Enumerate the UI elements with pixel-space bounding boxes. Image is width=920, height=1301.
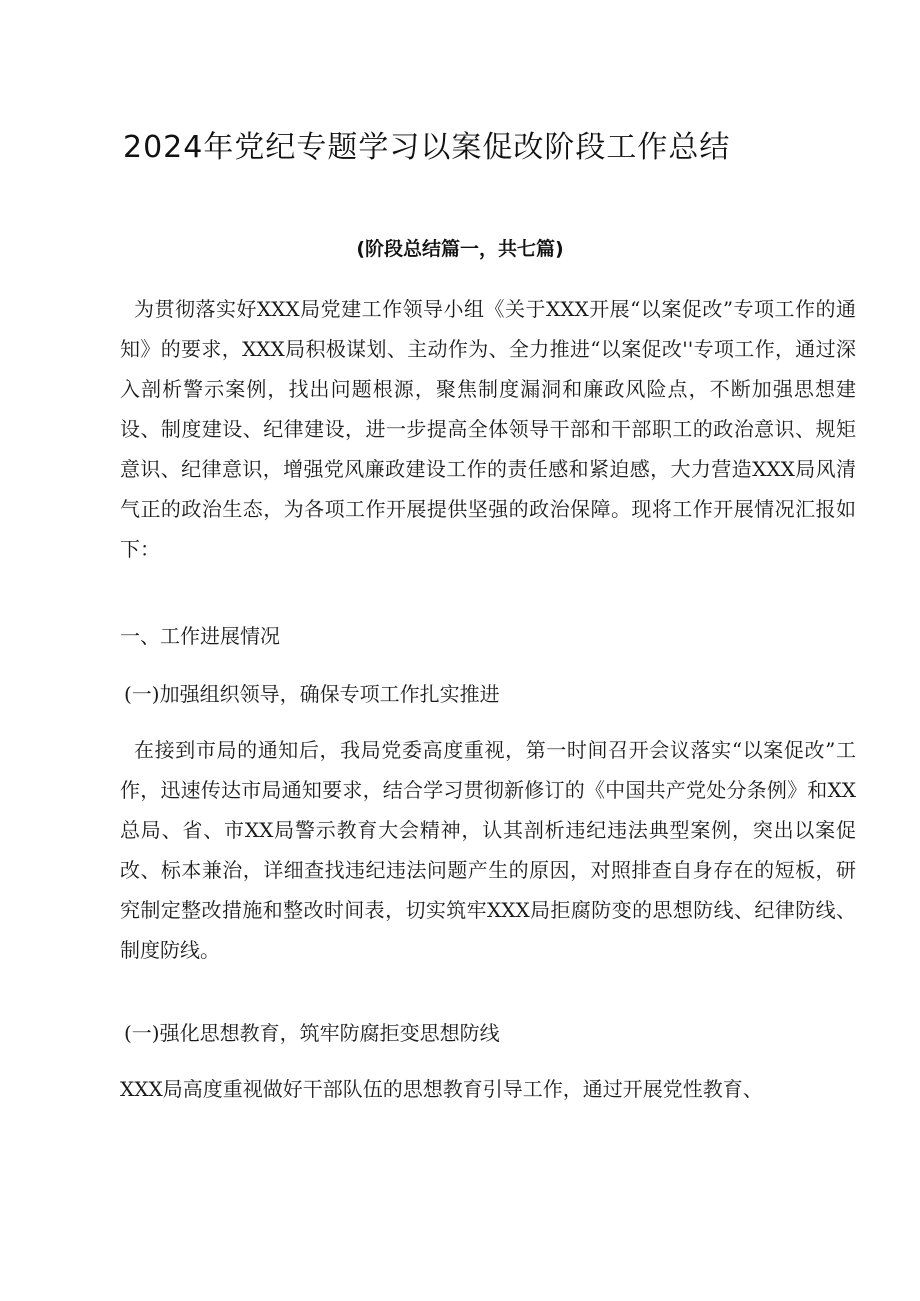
section-heading-1: 一、工作进展情况 [120, 624, 280, 648]
document-subtitle: (阶段总结篇一，共七篇) [356, 238, 564, 260]
intro-paragraph: 为贯彻落实好XXX局党建工作领导小组《关于XXX开展“以案促改”专项工作的通知》的要求，XXX局积极谋划、主动作为、全力推进“以案促改''专项工作，通过深入剖析警示案例，找出问题根源，聚焦制度漏洞和廉政风险点，不断加强思想建设、制度建设、纪律建设，进一步提高全体领导干部和干部职工的政治意识、规矩意识、纪律意识，增强党风廉政建设工作的责任感和紧迫感，大力营造XXX局风清气正的政治生态，为各项工作开展提供坚强的政治保障。现将工作开展情况汇报如下： [120, 297, 856, 561]
document-title: 2024年党纪专题学习以案促改阶段工作总结 [123, 130, 731, 165]
subsection-body-2: XXX局高度重视做好干部队伍的思想教育引导工作，通过开展党性教育、 [120, 1077, 763, 1101]
subsection-heading-1: (一)加强组织领导，确保专项工作扎实推进 [124, 682, 500, 706]
subsection-heading-2: (一)强化思想教育，筑牢防腐拒变思想防线 [124, 1021, 500, 1045]
subsection-body-1: 在接到市局的通知后，我局党委高度重视，第一时间召开会议落实“以案促改”工作，迅速传达市局通知要求，结合学习贯彻新修订的《中国共产党处分条例》和XX总局、省、市XX局警示教育大会精神，认其剖析违纪违法典型案例，突出以案促改、标本兼治，详细查找违纪违法问题产生的原因，对照排查自身存在的短板，研究制定整改措施和整改时间表，切实筑牢XXX局拒腐防变的思想防线、纪律防线、制度防线。 [120, 738, 856, 962]
